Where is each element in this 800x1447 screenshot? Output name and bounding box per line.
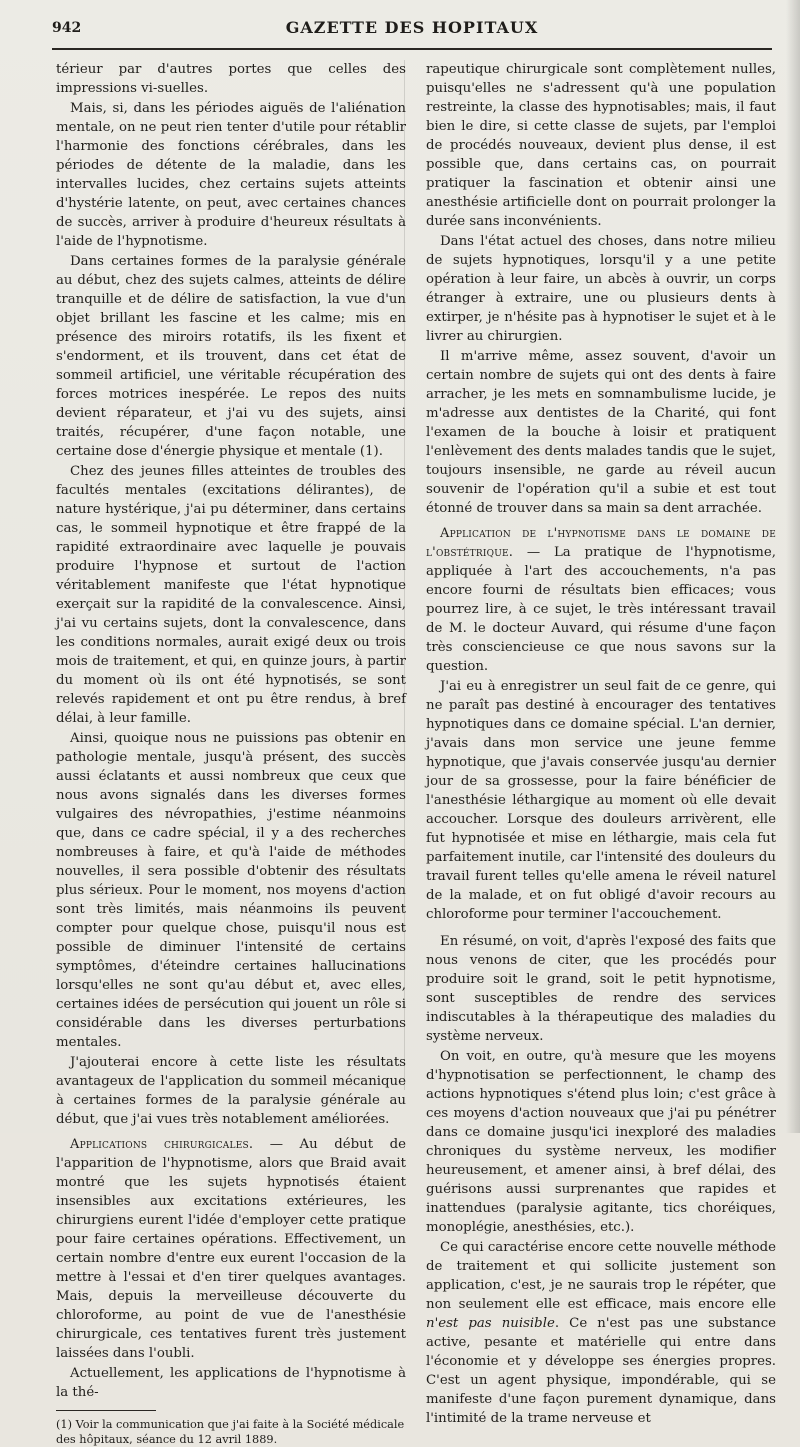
emphasis-text: n'est pas nuisible	[426, 1316, 555, 1331]
page-edge-shadow	[786, 0, 800, 1133]
paragraph-text: — Au début de l'apparition de l'hypnotisme, alors que Braid avait montré que les sujets hypnotisés étaient insensibles aux excitations extérieures, les chirurgiens eurent l'idée d'employer cette pratique pour faire certaines opérations. Effectivement, un certain nombre d'entre eux eurent l'occasion de la mettre à l'essai et d'en tirer quelques avantages. Mais, depuis la merveilleuse découverte du chloroforme, au point de vue de l'anesthésie chirurgicale, ces tentatives furent très justement laissées dans l'oubli.	[56, 1137, 406, 1361]
right-column	[426, 60, 777, 1426]
page-header	[52, 8, 772, 50]
paragraph: On voit, en outre, qu'à mesure que les moyens d'hypnotisation se perfectionnent, le champ des actions hypnotiques s'étend plus loin; c'est grâce à ces moyens d'action nouveaux que j'ai pu pénétrer dans ce domaine jusqu'ici inexploré des maladies chroniques du système nerveux, les modifier heureusement, et amener ainsi, à bref délai, des guérisons aussi surprenantes que rapides et inattendues (paralysie agitante, tics choréiques, monoplégie, anesthésies, etc.).	[426, 1049, 776, 1235]
paragraph: Actuellement, les applications de l'hypnotisme à la thé-	[56, 1366, 406, 1400]
paragraph-text: — La pratique de l'hypnotisme, appliquée à l'art des accouchements, n'a pas encore fourni de résultats bien efficaces; vous pourrez lire, à ce sujet, le très intéressant travail de M. le docteur Auvard, qui résume d'une façon très consciencieuse ce que nous savons sur la question.	[426, 545, 776, 674]
article-columns	[56, 60, 777, 1446]
paragraph: Mais, si, dans les périodes aiguës de l'aliénation mentale, on ne peut rien tenter d'utile pour rétablir l'harmonie des fonctions cérébrales, dans les périodes de détente de la maladie, dans les intervalles lucides, chez certains sujets atteints d'hystérie latente, on peut, avec certaines chances de succès, arriver à produire d'heureux résultats à l'aide de l'hypnotisme.	[56, 101, 406, 249]
left-column	[56, 60, 406, 1446]
section-heading: Application de l'hypnotisme dans le domaine de l'obstétrique.	[426, 526, 776, 560]
paragraph: Dans l'état actuel des choses, dans notre milieu de sujets hypnotiques, lorsqu'il y a une petite opération à leur faire, un abcès à ouvrir, un corps étranger à extraire, une ou plusieurs dents à extirper, je n'hésite pas à hypnotiser le sujet et à le livrer au chirurgien.	[426, 234, 776, 344]
paragraph: rapeutique chirurgicale sont complètement nulles, puisqu'elles ne s'adressent qu'à une population restreinte, la classe des hypnotisables; mais, il faut bien le dire, si cette classe de sujets, par l'emploi de procédés nouveaux, devient plus dense, il est possible que, dans certains cas, on pourrait pratiquer la fascination et obtenir ainsi une anesthésie artificielle dont on pourrait prolonger la durée sans inconvénients.	[426, 62, 776, 229]
footnote-rule	[56, 1410, 156, 1411]
footnote: (1) Voir la communication que j'ai faite à la Société médicale des hôpitaux, séance du 12 avril 1889.	[56, 1418, 405, 1446]
paragraph: Dans certaines formes de la paralysie générale au début, chez des sujets calmes, atteints de délire tranquille et de délire de satisfaction, la vue d'un objet brillant les fascine et les calme; mis en présence des miroirs rotatifs, ils les fixent et s'endorment, et ils trouvent, dans cet état de sommeil artificiel, une véritable récupération des forces motrices inespérée. Le repos des nuits devient réparateur, et j'ai vu des sujets, ainsi traités, récupérer, d'une façon notable, une certaine dose d'énergie physique et mentale (1).	[56, 254, 406, 459]
paragraph: Il m'arrive même, assez souvent, d'avoir un certain nombre de sujets qui ont des dents à faire arracher, je les mets en somnambulisme lucide, je m'adresse aux dentistes de la Charité, qui font l'examen de la bouche à loisir et pratiquent l'enlèvement des dents malades tandis que le sujet, toujours insensible, ne garde au réveil aucun souvenir de l'opération qu'il a subie et est tout étonné de trouver dans sa main sa dent arrachée.	[426, 349, 776, 516]
section-heading: Applications chirurgicales.	[70, 1137, 254, 1152]
paragraph: térieur par d'autres portes que celles des impressions vi-suelles.	[56, 62, 406, 96]
paragraph: J'ai eu à enregistrer un seul fait de ce genre, qui ne paraît pas destiné à encourager des tentatives hypnotiques dans ce domaine spécial. L'an dernier, j'avais dans mon service une jeune femme hypnotique, que j'avais conservée jusqu'au dernier jour de sa grossesse, pour la faire bénéficier de l'anesthésie léthargique au moment où elle devait accoucher. Lorsque des douleurs arrivèrent, elle fut hypnotisée et mise en léthargie, mais cela fut parfaitement inutile, car l'intensité des douleurs du travail furent telles qu'elle amena le réveil naturel de la malade, et on fut obligé d'avoir recours au chloroforme pour terminer l'accouchement.	[426, 679, 776, 922]
paragraph: Ainsi, quoique nous ne puissions pas obtenir en pathologie mentale, jusqu'à présent, des succès aussi éclatants et aussi nombreux que ceux que nous avons signalés dans les diverses formes vulgaires des névropathies, j'estime néanmoins que, dans ce cadre spécial, il y a des recherches nombreuses à faire, et qu'à l'aide de méthodes nouvelles, il sera possible d'obtenir des résultats plus sérieux. Pour le moment, nos moyens d'action sont très limités, mais néanmoins ils peuvent compter pour quelque chose, puisqu'il nous est possible de diminuer l'intensité de certains symptômes, d'éteindre certaines hallucinations lorsqu'elles ne sont qu'au début et, avec elles, certaines idées de persécution qui jouent un rôle si considérable dans les diverses perturbations mentales.	[56, 731, 406, 1050]
paragraph: J'ajouterai encore à cette liste les résultats avantageux de l'application du sommeil mécanique à certaines formes de la paralysie générale au début, que j'ai vues très notablement améliorées.	[56, 1055, 406, 1127]
page-number: 942	[52, 20, 82, 36]
paragraph-text: Ce qui caractérise encore cette nouvelle méthode de traitement et qui sollicite justement son application, c'est, je ne saurais trop le répéter, que non seulement elle est efficace, mais encore elle	[426, 1240, 776, 1312]
paragraph: Chez des jeunes filles atteintes de troubles des facultés mentales (excitations délirantes), de nature hystérique, j'ai pu déterminer, dans certains cas, le sommeil hypnotique et être frappé de la rapidité extraordinaire avec laquelle je pouvais produire l'hypnose et surtout de l'action véritablement manifeste que l'état hypnotique exerçait sur la rapidité de la convalescence. Ainsi, j'ai vu certains sujets, dont la convalescence, dans les conditions normales, aurait exigé deux ou trois mois de traitement, et qui, en quinze jours, à partir du moment où ils ont été hypnotisés, se sont relevés rapidement et ont pu être rendus, à bref délai, à leur famille.	[56, 464, 406, 726]
section-paragraph	[426, 524, 776, 676]
journal-title: GAZETTE DES HOPITAUX	[285, 18, 539, 37]
paragraph-text: . Ce n'est pas une substance active, pesante et matérielle qui entre dans l'économie et y développe ses énergies propres. C'est un agent physique, impondérable, qui se manifeste d'une façon purement dynamique, dans l'intimité de la trame nerveuse et	[426, 1316, 777, 1426]
section-paragraph	[56, 1135, 406, 1363]
paragraph: En résumé, on voit, d'après l'exposé des faits que nous venons de citer, que les procédés pour produire soit le grand, soit le petit hypnotisme, sont susceptibles de rendre des services indiscutables à la thérapeutique des maladies du système nerveux.	[426, 934, 776, 1044]
paragraph	[426, 1238, 776, 1428]
